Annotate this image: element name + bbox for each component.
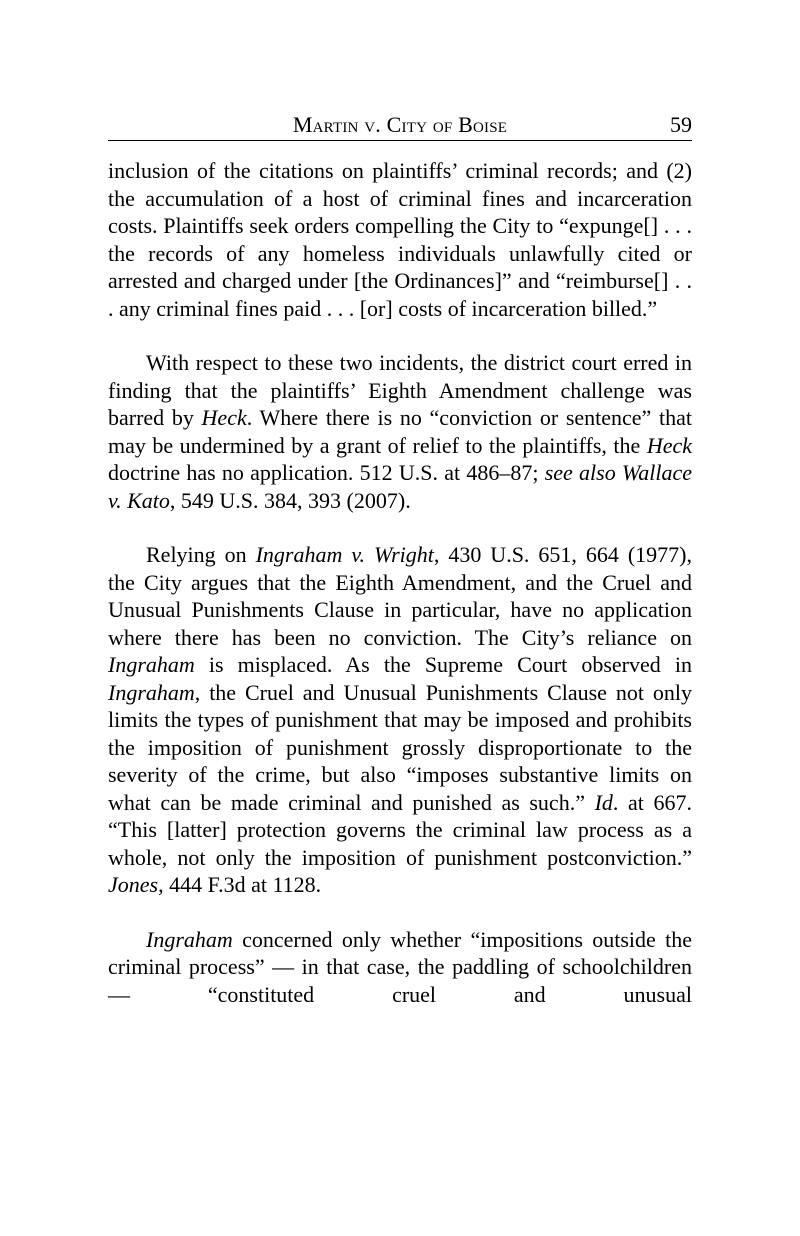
- italic-citation: Ingraham: [108, 679, 195, 705]
- text-run: , the Cruel and Unusual Punishments Clause not only limits the types of punishment that may be imposed and prohibits the imposition of punishment grossly disproportionate to the severity of the crime, but also “imposes substantive limits on what can be made criminal and punished as such.”: [108, 679, 692, 815]
- text-run: . at 667. “This [latter] protection governs the criminal law process as a whole, not only the imposition of punishment postconviction.”: [108, 789, 692, 870]
- page-number: 59: [670, 112, 692, 137]
- paragraph-2: [108, 349, 692, 514]
- italic-citation: Heck: [646, 432, 692, 458]
- italic-citation: Ingraham: [146, 926, 233, 952]
- italic-citation: see also Wallace v. Kato: [108, 460, 692, 513]
- running-title: Martin v. City of Boise: [292, 112, 508, 137]
- italic-citation: Heck: [201, 405, 247, 430]
- text-run: , 430 U.S. 651, 664 (1977), the City argues that the Eighth Amendment, and the Cruel and Unusual Punishments Clause in particular, have no application where there has been no conviction. The City’s reliance on: [108, 542, 692, 650]
- text-run: Relying on: [146, 542, 256, 567]
- text-run: , 444 F.3d at 1128.: [158, 872, 322, 897]
- document-page: [108, 110, 692, 1008]
- text-run: With respect to these two incidents, the district court erred in finding that the plaintiffs’ Eighth Amendment challenge was barred by: [108, 350, 692, 430]
- italic-citation: Id: [594, 789, 613, 815]
- italic-citation: Jones: [108, 872, 159, 897]
- text-run: , 549 U.S. 384, 393 (2007).: [169, 487, 411, 513]
- text-run: . Where there is no “conviction or sentence” that may be undermined by a grant of relief to the plaintiffs, the: [108, 405, 692, 458]
- paragraph-4: [108, 926, 692, 1009]
- text-run: is misplaced. As the Supreme Court observed in: [194, 652, 692, 677]
- paragraph-3: [108, 541, 692, 899]
- text-run: doctrine has no application. 512 U.S. at 486–87;: [108, 460, 545, 485]
- italic-citation: Ingraham v. Wright: [255, 542, 434, 567]
- paragraph-1: [108, 157, 692, 322]
- italic-citation: Ingraham: [108, 652, 195, 677]
- running-header: [108, 110, 692, 141]
- text-run: concerned only whether “impositions outside the criminal process” — in that case, the paddling of schoolchildren — “constituted cruel and unusual: [108, 926, 692, 1007]
- text-run: inclusion of the citations on plaintiffs’ criminal records; and (2) the accumulation of a host of criminal fines and incarceration costs. Plaintiffs seek orders compelling the City to “expunge[] . . . the records of any homeless individuals unlawfully cited or arrested and charged under [the Ordinances]” and “reimburse[] . . . any criminal fines paid . . . [or] costs of incarceration billed.”: [108, 158, 692, 321]
